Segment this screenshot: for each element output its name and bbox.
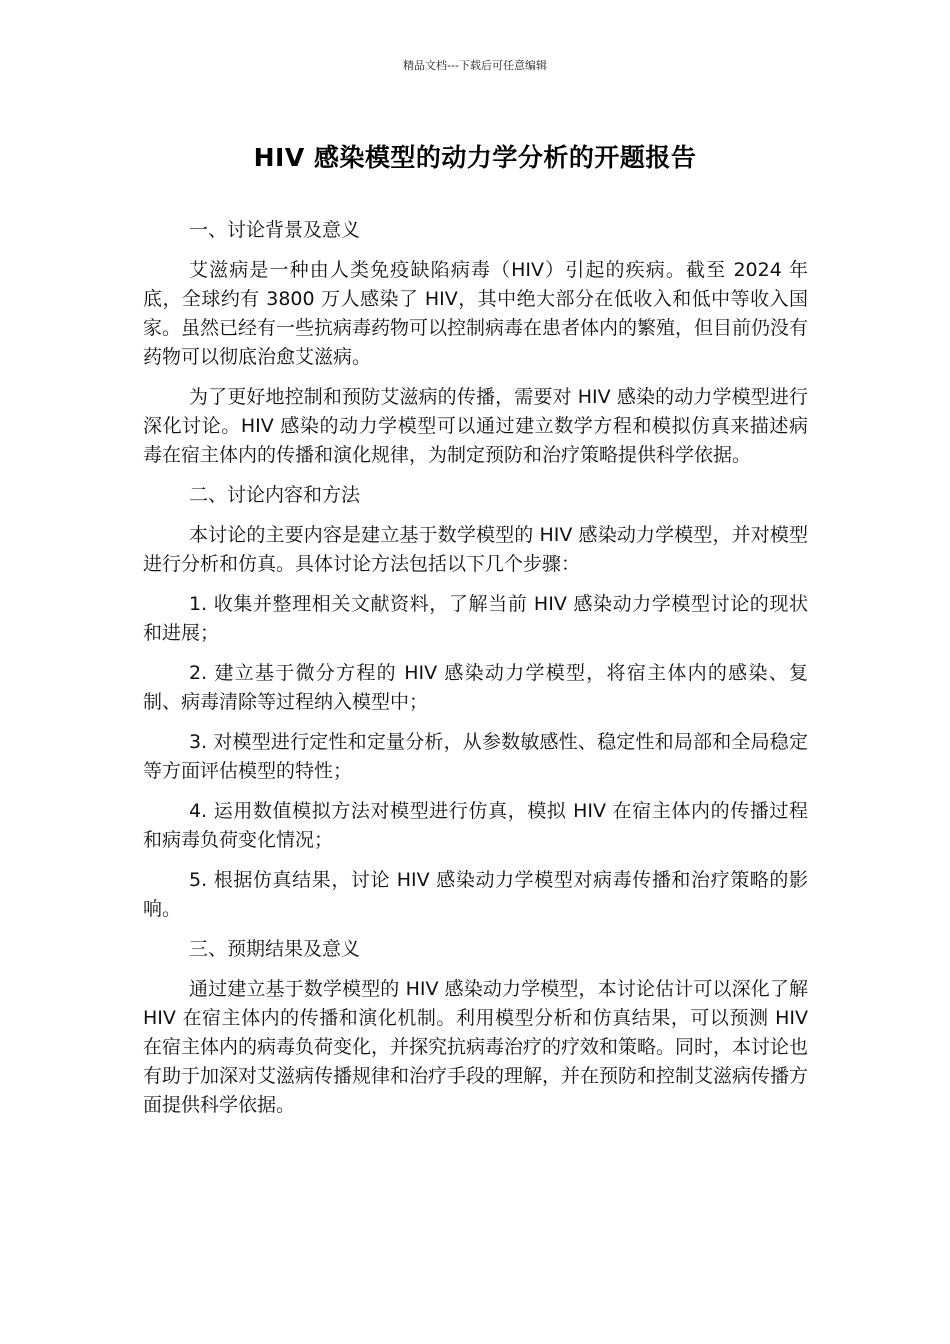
step-item-5: 5. 根据仿真结果，讨论 HIV 感染动力学模型对病毒传播和治疗策略的影响。 [143, 869, 808, 920]
paragraph-content-intro: 本讨论的主要内容是建立基于数学模型的 HIV 感染动力学模型，并对模型进行分析和仿真。具体讨论方法包括以下几个步骤： [143, 524, 808, 575]
header-note: 精品文档---下载后可任意编辑 [403, 59, 547, 72]
paragraph-background-1: 艾滋病是一种由人类免疫缺陷病毒（HIV）引起的疾病。截至 2024 年底，全球约有 3800 万人感染了 HIV，其中绝大部分在低收入和低中等收入国家。虽然已经有一些抗病毒药物可以控制病毒在患者体内的繁殖，但目前仍没有药物可以彻底治愈艾滋病。 [143, 259, 809, 368]
paragraph-results: 通过建立基于数学模型的 HIV 感染动力学模型，本讨论估计可以深化了解 HIV 在宿主体内的传播和演化机制。利用模型分析和仿真结果，可以预测 HIV 在宿主体内的病毒负荷变化，并探究抗病毒治疗的疗效和策略。同时，本讨论也有助于加深对艾滋病传播规律和治疗手段的理解，并在预防和控制艾滋病传播方面提供科学依据。 [143, 978, 809, 1116]
step-item-2: 2. 建立基于微分方程的 HIV 感染动力学模型，将宿主体内的感染、复制、病毒清除等过程纳入模型中； [143, 662, 808, 713]
step-item-1: 1. 收集并整理相关文献资料，了解当前 HIV 感染动力学模型讨论的现状和进展； [143, 593, 808, 644]
page-title: HIV 感染模型的动力学分析的开题报告 [253, 143, 697, 172]
section-heading-background: 一、讨论背景及意义 [189, 219, 361, 241]
step-item-3: 3. 对模型进行定性和定量分析，从参数敏感性、稳定性和局部和全局稳定等方面评估模型的特性； [143, 731, 808, 782]
document-body [143, 216, 808, 1131]
paragraph-background-2: 为了更好地控制和预防艾滋病的传播，需要对 HIV 感染的动力学模型进行深化讨论。HIV 感染的动力学模型可以通过建立数学方程和模拟仿真来描述病毒在宿主体内的传播和演化规律，为制定预防和治疗策略提供科学依据。 [143, 386, 808, 466]
section-heading-results: 三、预期结果及意义 [189, 938, 361, 960]
section-heading-content: 二、讨论内容和方法 [189, 484, 361, 506]
step-item-4: 4. 运用数值模拟方法对模型进行仿真，模拟 HIV 在宿主体内的传播过程和病毒负荷变化情况； [143, 800, 808, 851]
